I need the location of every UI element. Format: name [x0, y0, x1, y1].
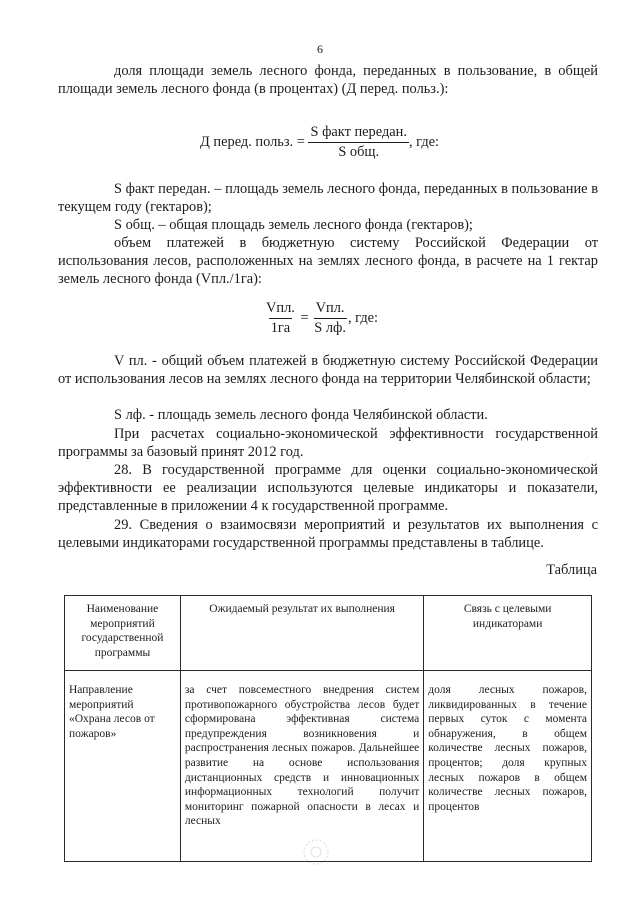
formula-payments-rhs	[312, 300, 348, 337]
table-header-cell: Связь с целевыми индикаторами	[424, 596, 592, 671]
paragraph-base-year: При расчетах социально-экономической эффективности государственной программы за базовый принят 2012 год.	[58, 426, 598, 460]
table-cell-result: за счет повсеместного внедрения систем противопожарного обустройства лесов будет сформирована эффективная система предупреждения возникновения и распространения лесных пожаров. Дальнейшее развитие на основе использования дистанционных средств и инновационных информационных технологий получит мониторинг пожарной опасности в лесах и лесных	[180, 671, 423, 862]
definition-s-lf: S лф. - площадь земель лесного фонда Челябинской области.	[114, 407, 488, 423]
faint-stamp-icon	[296, 832, 336, 872]
equals-sign: =	[300, 309, 309, 326]
formula-payments-lhs-den: 1га	[270, 320, 291, 336]
paragraph-29: 29. Сведения о взаимосвязи мероприятий и результатов их выполнения с целевыми индикаторами государственной программы представлены в таблице.	[58, 517, 598, 551]
formula-share-suffix: , где:	[408, 133, 440, 150]
definition-v: V пл. - общий объем платежей в бюджетную систему Российской Федерации от использования лесов на землях лесного фонда на территории Челябинской области;	[58, 353, 598, 387]
table-header-cell: Наименование мероприятий государственной программы	[65, 596, 181, 671]
formula-share	[200, 124, 439, 161]
paragraph-share-intro: доля площади земель лесного фонда, переданных в пользование, в общей площади земель лесного фонда (в процентах) (Д перед. польз.):	[58, 63, 598, 97]
formula-payments-lhs-num: Vпл.	[266, 300, 295, 316]
formula-payments-rhs-num: Vпл.	[314, 300, 347, 319]
formula-payments-rhs-den: S лф.	[314, 320, 346, 336]
formula-share-denominator: S общ.	[338, 144, 380, 160]
formula-share-lhs: Д перед. польз. =	[200, 133, 305, 150]
formula-payments	[264, 300, 378, 337]
page-number: 6	[317, 42, 323, 56]
paragraph-payments: объем платежей в бюджетную систему Российской Федерации от использования лесов, расположенных на землях лесного фонда, в расчете на 1 гектар земель лесного фонда (Vпл./1га):	[58, 235, 598, 287]
relations-table	[64, 595, 592, 862]
table-header-cell: Ожидаемый результат их выполнения	[180, 596, 423, 671]
formula-payments-suffix: , где:	[347, 309, 379, 326]
formula-payments-lhs	[264, 300, 297, 337]
formula-share-fraction	[308, 124, 409, 161]
table-cell-name: Направление мероприятий «Охрана лесов от пожаров»	[65, 671, 181, 862]
definition-s-total: S общ. – общая площадь земель лесного фонда (гектаров);	[114, 217, 473, 233]
table-cell-link: доля лесных пожаров, ликвидированных в течение первых суток с момента обнаружения, в общем количестве лесных пожаров, процентов; доля крупных лесных пожаров в общем количестве лесных пожаров, процентов	[424, 671, 592, 862]
formula-share-numerator: S факт передан.	[308, 124, 409, 143]
table-caption: Таблица	[546, 562, 597, 578]
paragraph-28: 28. В государственной программе для оценки социально-экономической эффективности ее реализации используются целевые индикаторы и показатели, представленные в приложении 4 к государственной программе.	[58, 462, 598, 514]
definition-s-fact: S факт передан. – площадь земель лесного фонда, переданных в пользование в текущем году (гектаров);	[58, 181, 598, 215]
table-header-row	[65, 596, 592, 671]
